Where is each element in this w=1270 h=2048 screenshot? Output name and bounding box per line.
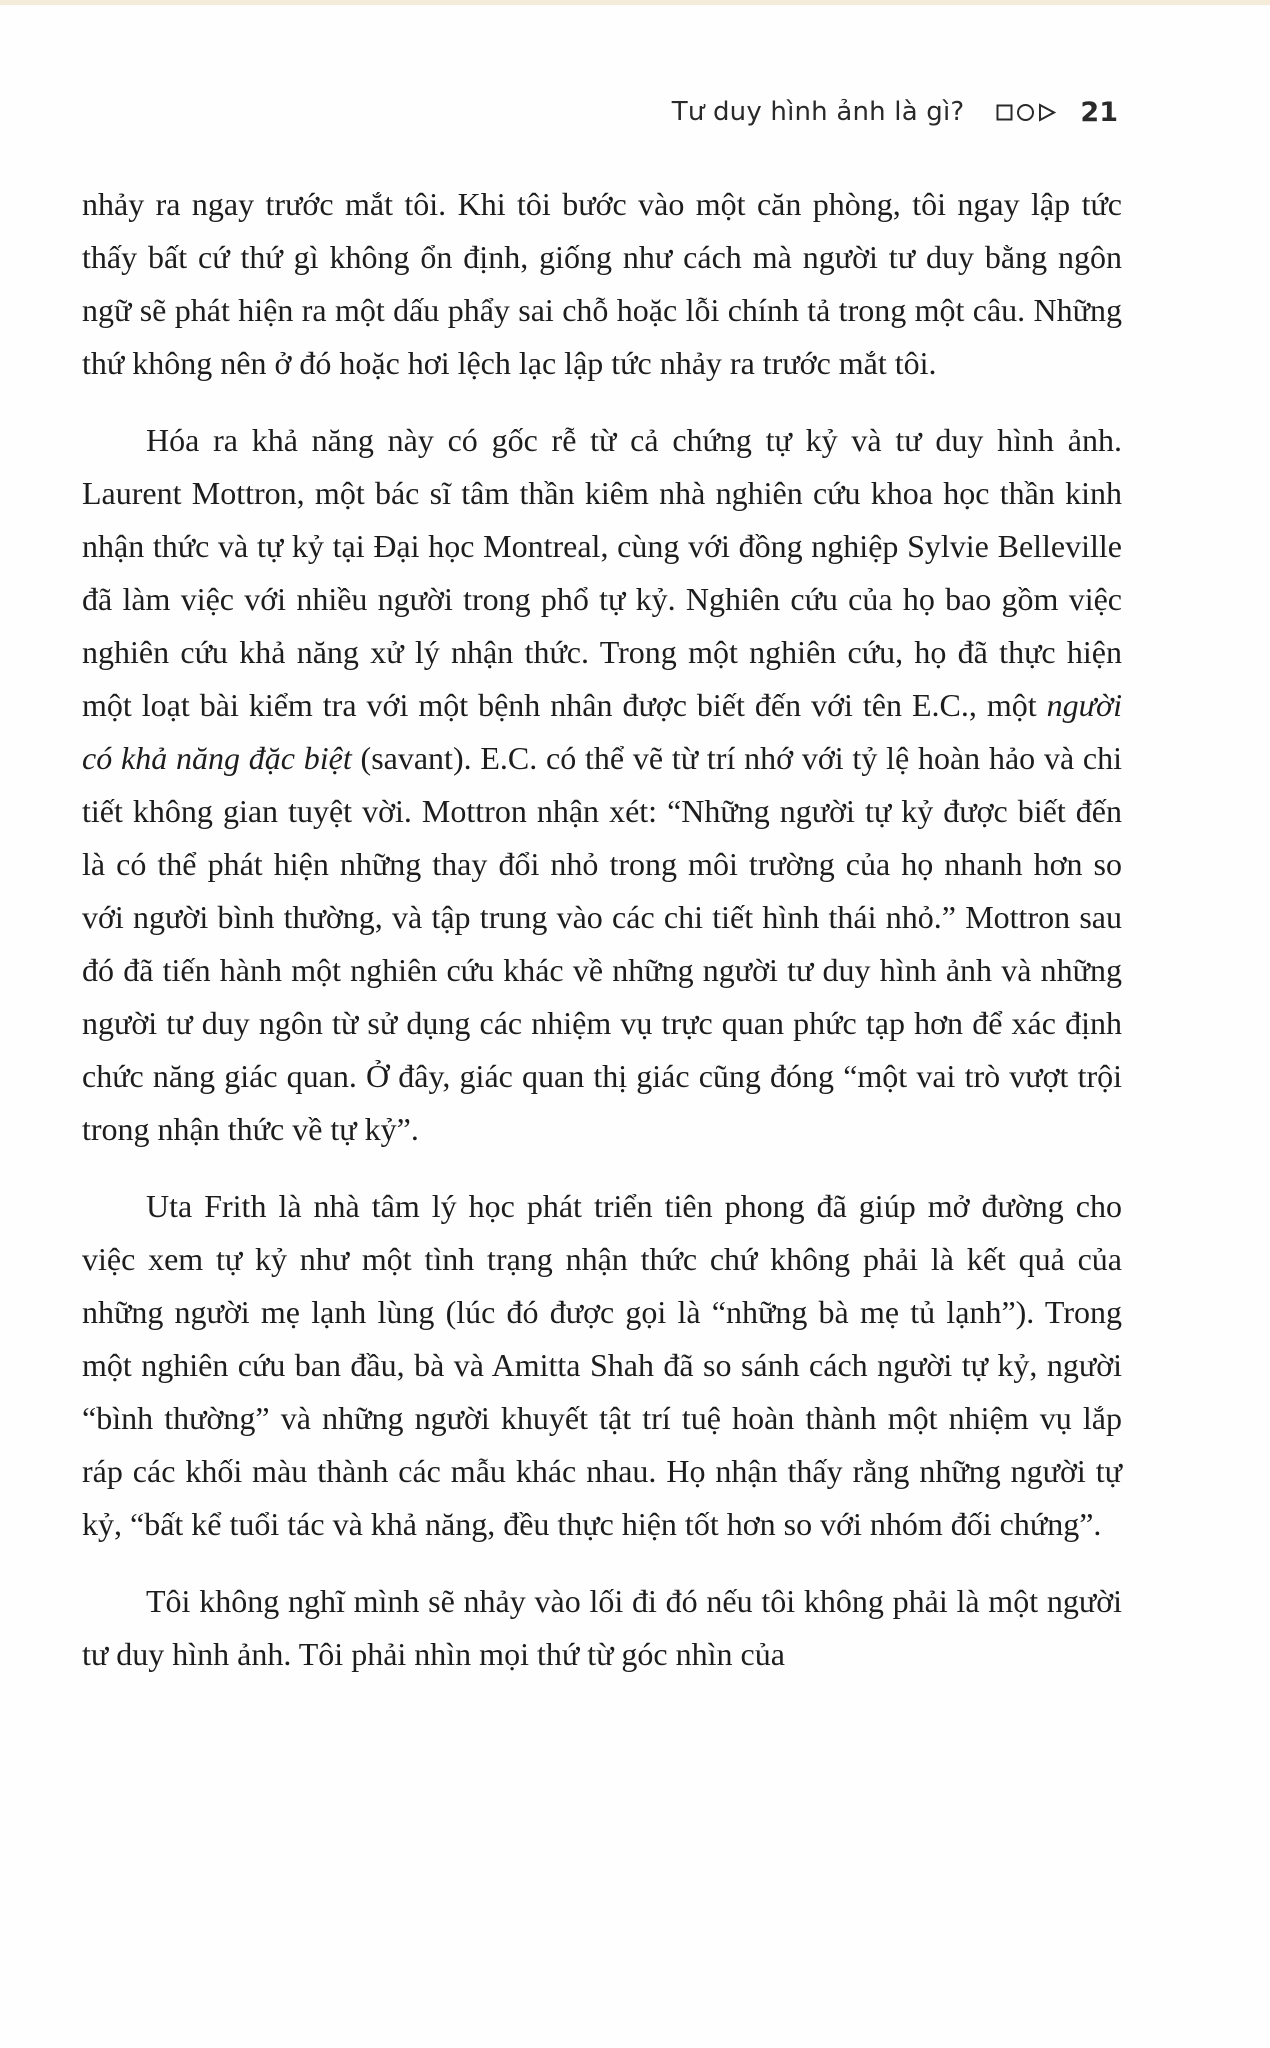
page-number: 21 bbox=[1080, 96, 1118, 128]
header-ornament bbox=[996, 103, 1056, 122]
page-top-edge bbox=[0, 0, 1270, 5]
running-title: Tư duy hình ảnh là gì? bbox=[671, 97, 965, 127]
running-header bbox=[82, 92, 1118, 132]
paragraph-text: (savant). E.C. có thể vẽ từ trí nhớ với tỷ lệ hoàn hảo và chi tiết không gian tuyệt vời. Mottron nhận xét: “Những người tự kỷ được biết đến là có thể phát hiện những thay đổi nhỏ trong môi trường của họ nhanh hơn so với người bình thường, và tập trung vào các chi tiết hình thái nhỏ.” Mottron sau đó đã tiến hành một nghiên cứu khác về những người tư duy hình ảnh và những người tư duy ngôn từ sử dụng các nhiệm vụ trực quan phức tạp hơn để xác định chức năng giác quan. Ở đây, giác quan thị giác cũng đóng “một vai trò vượt trội trong nhận thức về tự kỷ”. bbox=[82, 740, 1123, 1147]
square-outline-icon bbox=[996, 104, 1013, 121]
paragraph-closing: Tôi không nghĩ mình sẽ nhảy vào lối đi đó nếu tôi không phải là một người tư duy hình ảnh. Tôi phải nhìn mọi thứ từ góc nhìn của bbox=[82, 1583, 1122, 1672]
paragraph-mottron bbox=[82, 414, 1122, 1156]
body-text bbox=[82, 178, 1122, 1705]
circle-outline-icon bbox=[1016, 103, 1035, 122]
paragraph-continued: nhảy ra ngay trước mắt tôi. Khi tôi bước vào một căn phòng, tôi ngay lập tức thấy bất cứ thứ gì không ổn định, giống như cách mà người tư duy bằng ngôn ngữ sẽ phát hiện ra một dấu phẩy sai chỗ hoặc lỗi chính tả trong một câu. Những thứ không nên ở đó hoặc hơi lệch lạc lập tức nhảy ra trước mắt tôi. bbox=[82, 186, 1122, 381]
triangle-outline-icon bbox=[1038, 103, 1056, 122]
italic-term: người có khả năng đặc biệt bbox=[82, 687, 1122, 776]
paragraph-frith: Uta Frith là nhà tâm lý học phát triển tiên phong đã giúp mở đường cho việc xem tự kỷ như một tình trạng nhận thức chứ không phải là kết quả của những người mẹ lạnh lùng (lúc đó được gọi là “những bà mẹ tủ lạnh”). Trong một nghiên cứu ban đầu, bà và Amitta Shah đã so sánh cách người tự kỷ, người “bình thường” và những người khuyết tật trí tuệ hoàn thành một nhiệm vụ lắp ráp các khối màu thành các mẫu khác nhau. Họ nhận thấy rằng những người tự kỷ, “bất kể tuổi tác và khả năng, đều thực hiện tốt hơn so với nhóm đối chứng”. bbox=[82, 1188, 1122, 1542]
paragraph-text: Hóa ra khả năng này có gốc rễ từ cả chứng tự kỷ và tư duy hình ảnh. Laurent Mottron, một bác sĩ tâm thần kiêm nhà nghiên cứu khoa học thần kinh nhận thức và tự kỷ tại Đại học Montreal, cùng với đồng nghiệp Sylvie Belleville đã làm việc với nhiều người trong phổ tự kỷ. Nghiên cứu của họ bao gồm việc nghiên cứu khả năng xử lý nhận thức. Trong một nghiên cứu, họ đã thực hiện một loạt bài kiểm tra với một bệnh nhân được biết đến với tên E.C., một bbox=[82, 422, 1122, 723]
